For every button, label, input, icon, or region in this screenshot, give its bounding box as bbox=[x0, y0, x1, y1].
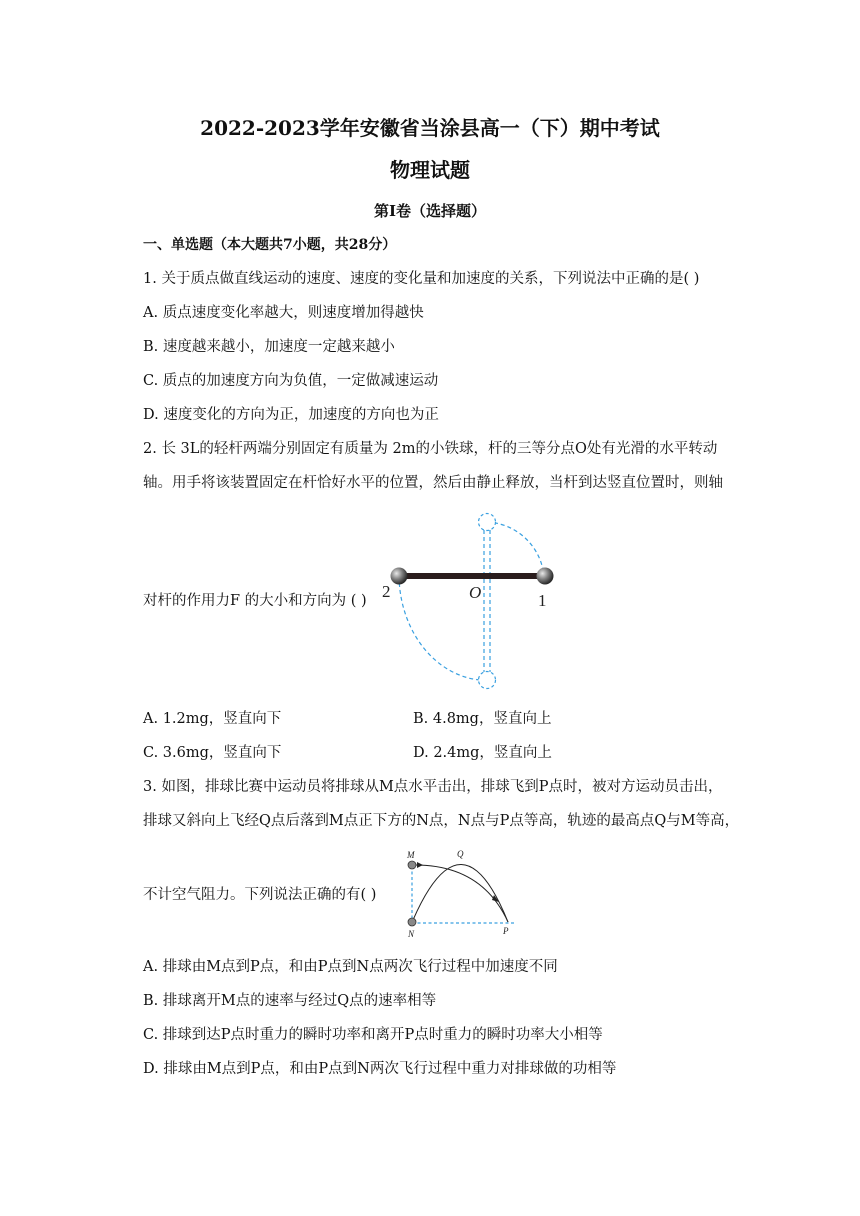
q2-option-b: B. 4.8mg，竖直向上 bbox=[413, 711, 552, 727]
volleyball-trajectory-figure bbox=[402, 846, 522, 940]
rotating-rod-figure bbox=[380, 508, 560, 694]
arrow-at-m bbox=[417, 862, 423, 868]
q3-stem-line1: 3. 如图，排球比赛中运动员将排球从M点水平击出，排球飞到P点时，被对方运动员击出， bbox=[143, 779, 723, 795]
horizontal-rod bbox=[399, 573, 545, 579]
upper-swing-arc bbox=[487, 522, 544, 576]
q2-option-d: D. 2.4mg，竖直向上 bbox=[413, 745, 552, 761]
ball-at-m bbox=[408, 861, 416, 869]
ball-1 bbox=[537, 568, 554, 585]
upper-ball-position bbox=[479, 514, 496, 531]
lower-ball-position bbox=[479, 672, 496, 689]
ball-at-n bbox=[408, 918, 416, 926]
label-1: 1 bbox=[538, 591, 547, 610]
volume-heading: 第I卷（选择题） bbox=[373, 202, 487, 220]
label-p: P bbox=[503, 926, 509, 936]
label-pivot-o: O bbox=[469, 583, 482, 602]
label-q: Q bbox=[457, 849, 464, 859]
q1-option-d: D. 速度变化的方向为正，加速度的方向也为正 bbox=[143, 407, 439, 423]
q1-stem: 1. 关于质点做直线运动的速度、速度的变化量和加速度的关系，下列说法中正确的是( ) bbox=[143, 271, 700, 287]
q2-stem-line2: 轴。用手将该装置固定在杆恰好水平的位置，然后由静止释放，当杆到达竖直位置时，则轴 bbox=[143, 475, 723, 491]
q3-option-d: D. 排球由M点到P点，和由P点到N两次飞行过程中重力对排球做的功相等 bbox=[143, 1061, 617, 1077]
label-m: M bbox=[407, 850, 415, 860]
exam-title: 2022-2023学年安徽省当涂县高一（下）期中考试 bbox=[200, 116, 660, 140]
q1-option-b: B. 速度越来越小，加速度一定越来越小 bbox=[143, 339, 395, 355]
q1-option-a: A. 质点速度变化率越大，则速度增加得越快 bbox=[143, 305, 424, 321]
q2-option-c: C. 3.6mg，竖直向下 bbox=[143, 745, 282, 761]
q2-stem-line3: 对杆的作用力F 的大小和方向为 ( ) bbox=[143, 593, 367, 609]
exam-subtitle: 物理试题 bbox=[390, 158, 470, 182]
section-heading: 一、单选题（本大题共7小题，共28分） bbox=[143, 237, 397, 253]
q1-option-c: C. 质点的加速度方向为负值，一定做减速运动 bbox=[143, 373, 439, 389]
q3-option-a: A. 排球由M点到P点，和由P点到N点两次飞行过程中加速度不同 bbox=[143, 959, 558, 975]
q3-option-c: C. 排球到达P点时重力的瞬时功率和离开P点时重力的瞬时功率大小相等 bbox=[143, 1027, 603, 1043]
ball-2 bbox=[391, 568, 408, 585]
q2-option-a: A. 1.2mg，竖直向下 bbox=[143, 711, 282, 727]
q2-stem-line1: 2. 长 3L的轻杆两端分别固定有质量为 2m的小铁球，杆的三等分点O处有光滑的水平转动 bbox=[143, 441, 718, 457]
q3-stem-line2: 排球又斜向上飞经Q点后落到M点正下方的N点，N点与P点等高，轨迹的最高点Q与M等高， bbox=[143, 813, 740, 829]
label-n: N bbox=[408, 929, 415, 939]
q3-option-b: B. 排球离开M点的速率与经过Q点的速率相等 bbox=[143, 993, 437, 1009]
lower-swing-arc bbox=[399, 576, 480, 680]
q3-stem-line3: 不计空气阻力。下列说法正确的有( ) bbox=[143, 887, 377, 903]
label-2: 2 bbox=[382, 582, 391, 601]
